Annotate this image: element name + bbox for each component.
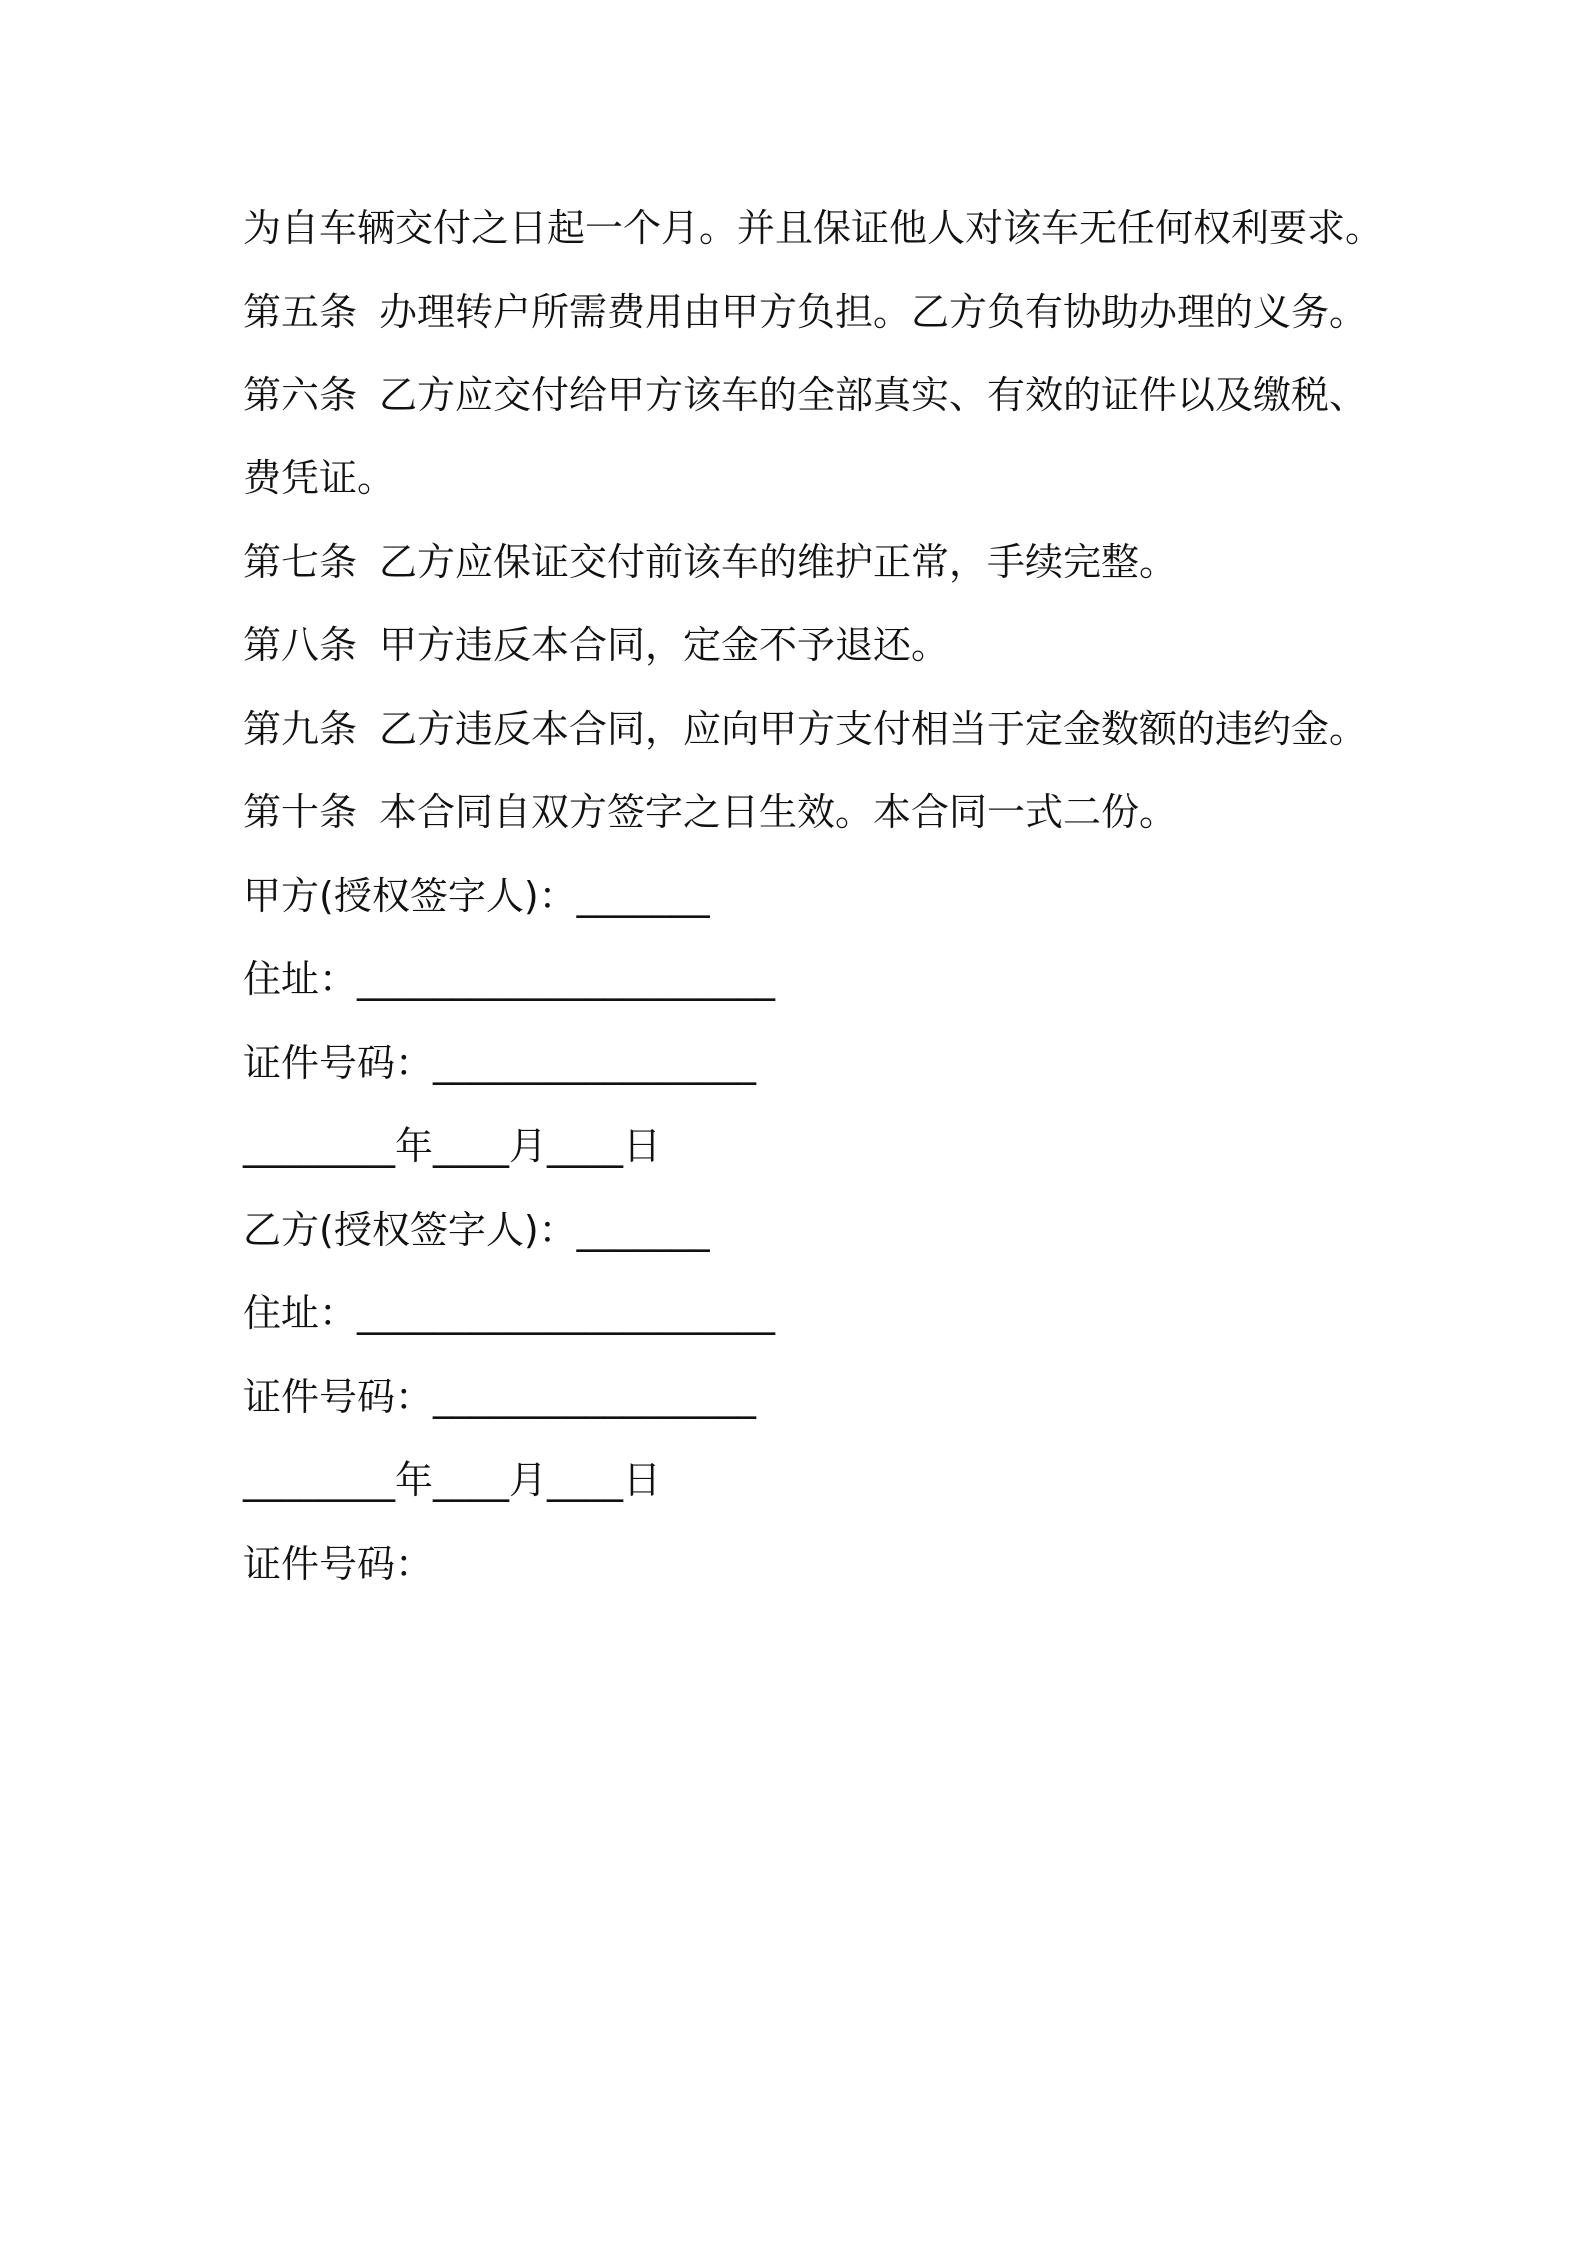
clause-text: 乙方应保证交付前该车的维护正常，手续完整。 [379,540,1178,584]
party-a-address-field: 住址：______________________ [243,957,776,1001]
party-b-date-field: ________年____月____日 [243,1458,662,1502]
clause-text: 乙方应交付给甲方该车的全部真实、有效的证件以及缴税、 [379,373,1368,417]
clause-text: 甲方违反本合同，定金不予退还。 [379,623,950,667]
party-b-signatory-field: 乙方(授权签字人)：_______ [243,1208,710,1252]
article-number: 第五条 [243,290,358,334]
party-b-id-number-field: 证件号码：_________________ [243,1375,757,1419]
party-a-signatory-field: 甲方(授权签字人)：_______ [243,874,710,918]
clause-continuation-line [243,205,1383,251]
clause-article-7 [243,539,1177,585]
clause-article-10 [243,789,1177,835]
article-number: 第六条 [243,373,358,417]
clause-article-8 [243,622,949,668]
party-a-date-field: ________年____月____日 [243,1124,662,1168]
clause-article-6 [243,372,1367,418]
party-b-address-field: 住址：______________________ [243,1291,776,1335]
clause-text: 乙方违反本合同，应向甲方支付相当于定金数额的违约金。 [379,707,1368,751]
article-number: 第十条 [243,790,358,834]
clause-text: 本合同自双方签字之日生效。本合同一式二份。 [379,790,1178,834]
article-number: 第九条 [243,707,358,751]
clause-text: 为自车辆交付之日起一个月。并且保证他人对该车无任何权利要求。 [243,206,1384,250]
clause-text: 办理转户所需费用由甲方负担。乙方负有协助办理的义务。 [379,290,1368,334]
trailing-id-number-label: 证件号码： [243,1542,434,1586]
party-a-id-number-field: 证件号码：_________________ [243,1041,757,1085]
clause-article-6-continuation [243,455,395,501]
clause-article-5 [243,289,1367,335]
article-number: 第七条 [243,540,358,584]
article-number: 第八条 [243,623,358,667]
clause-article-9 [243,706,1367,752]
clause-text: 费凭证。 [243,456,396,500]
